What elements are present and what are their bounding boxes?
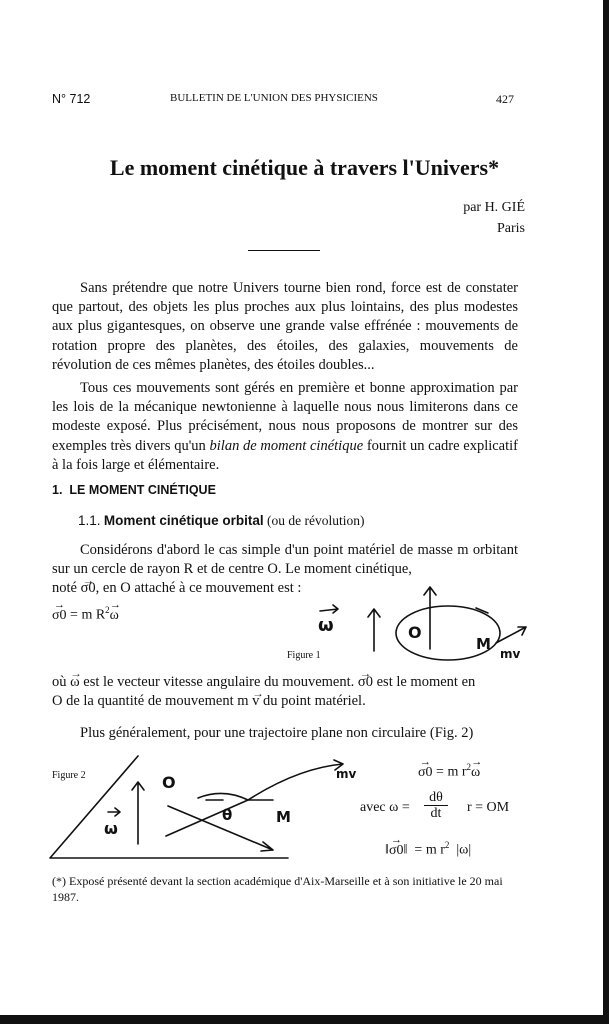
paragraph-circular-text: Considérons d'abord le cas simple d'un point matériel de masse m orbitant sur un cercle de rayon R et de centre O. Le moment cinétique, — [52, 542, 518, 578]
author-name: par H. GIÉ — [463, 200, 525, 215]
fig2-mv-label: mv — [336, 767, 357, 781]
journal-name: BULLETIN DE L'UNION DES PHYSICIENS — [170, 92, 378, 104]
figure-1-drawing — [300, 585, 540, 675]
subsection-heading — [78, 513, 365, 529]
page-number: 427 — [496, 92, 514, 106]
fig1-mv-label: mv — [500, 647, 521, 661]
fig1-vertical-axis-icon — [424, 587, 436, 649]
paragraph-newton-emphasis: bilan de moment cinétique — [209, 437, 364, 454]
paragraph-general-text: Plus généralement, pour une trajectoire plane non circulaire (Fig. 2) — [80, 725, 474, 741]
fig1-omega-axis-arrow-icon — [368, 609, 380, 651]
paragraph-circular-note-b: , en O attaché à ce mouvement est : — [95, 580, 302, 597]
equation-norm: ‖→ σ0‖ = m $r^2$ |ω| — [385, 840, 471, 859]
paragraph-omega-d: O de la quantité de mouvement m — [52, 693, 253, 710]
eq2-sigma0: → σ0 — [418, 765, 433, 781]
eq-avec: avec ω = — [360, 800, 410, 815]
paragraph-omega — [52, 673, 518, 711]
eq2-exponent: 2 — [466, 762, 471, 772]
paragraph-circular-note-a: noté — [52, 580, 81, 597]
author-city: Paris — [497, 221, 525, 236]
page-bottom-bar — [0, 1015, 609, 1024]
article-title: Le moment cinétique à travers l'Univers* — [109, 155, 500, 180]
fig2-angle-arc — [198, 793, 248, 800]
paragraph-omega-a: où — [52, 674, 71, 690]
paragraph-newton-text-b: fournit un cadre explicatif à la fois large et élémentaire. — [52, 437, 519, 473]
fig2-theta-label: θ — [222, 806, 233, 824]
equation-fraction — [424, 790, 448, 822]
eq3-tail: |ω| — [456, 842, 472, 858]
subsection-title: Moment cinétique orbital — [103, 513, 264, 528]
paragraph-newton-text-a: Tous ces mouvements sont gérés en première et bonne approximation par les lois de la mécanique newtonienne à laquelle nous nous limiterons dans ce modeste exposé. Plus précisément, nous nous proposons de montrer sur des exemples très divers qu'un — [52, 380, 518, 454]
eq2-omega: → ω — [471, 765, 480, 781]
paragraph-general — [52, 724, 518, 743]
eq3-rhs: = m r — [414, 842, 445, 858]
figure-1-caption: Figure 1 — [287, 650, 321, 661]
subsection-suffix: (ou de révolution) — [267, 513, 365, 528]
fig2-trajectory-arrow-icon — [248, 760, 343, 800]
fig2-radius-line — [166, 800, 273, 836]
fig1-point-M: M — [476, 635, 491, 653]
fig1-omega-arrow-icon — [320, 605, 338, 613]
p4-v: → v — [252, 692, 259, 711]
issue-number: N° 712 — [52, 92, 91, 106]
paragraph-omega-c: est le moment en — [372, 674, 476, 690]
fraction-numerator: dθ — [424, 790, 448, 806]
equation-r-def: r = OM — [467, 800, 510, 815]
eq3-exponent: 2 — [444, 840, 450, 850]
paragraph-omega-b: est le vecteur vitesse angulaire du mouvement. — [79, 674, 358, 690]
fig1-point-O: O — [408, 623, 422, 642]
equation-omega-def — [360, 800, 410, 816]
equation-sigma-circular — [52, 605, 119, 624]
fig2-point-M: M — [276, 808, 291, 826]
title-separator — [248, 250, 320, 251]
eq2-rhs: = m r — [436, 764, 467, 780]
section-number: 1. — [52, 483, 63, 497]
page-edge-bar — [603, 0, 609, 1024]
eq1-rhs: = m R — [70, 607, 106, 623]
fig1-omega-label: ω — [318, 615, 334, 636]
section-title: LE MOMENT CINÉTIQUE — [69, 483, 216, 497]
section-heading — [52, 483, 216, 497]
figure-2-drawing — [48, 748, 357, 866]
fig2-omega-axis-icon — [132, 782, 144, 844]
eq1-exponent: 2 — [105, 605, 110, 615]
p4-omega: → ω — [70, 673, 80, 692]
fig2-omega-label: ω — [104, 819, 118, 838]
eq3-sigma0: → σ0 — [389, 843, 404, 859]
paragraph-newton — [52, 379, 518, 475]
fraction-denominator: dt — [430, 806, 442, 821]
footnote: (*) Exposé présenté devant la section académique d'Aix-Marseille et à son initiative le 20 mai 1987. — [52, 874, 503, 904]
p4-sigma0: → σ0 — [358, 673, 373, 692]
equation-sigma-general — [418, 762, 480, 781]
fig2-omega-arrow-icon — [108, 808, 120, 816]
paragraph-omega-e: du point matériel. — [259, 693, 366, 710]
eq1-sigma0: → σ0 — [52, 608, 67, 624]
paragraph-intro-text: Sans prétendre que notre Univers tourne bien rond, force est de constater que partout, des objets les plus proches aux plus lointains, des plus modestes aux plus gigantesques, on observe une grande valse effrénée : mouvements de rotation propre des planètes, des étoiles, des galaxies, mouvements de révolution de ces mêmes planètes, des étoiles doubles... — [52, 280, 518, 373]
paragraph-intro — [52, 279, 518, 375]
fig2-point-O: O — [162, 773, 176, 792]
subsection-number: 1.1. — [78, 513, 101, 528]
sigma0-symbol: → σ0 — [81, 579, 96, 598]
eq1-omega: → ω — [110, 608, 119, 624]
figure-2-caption: Figure 2 — [52, 770, 86, 781]
